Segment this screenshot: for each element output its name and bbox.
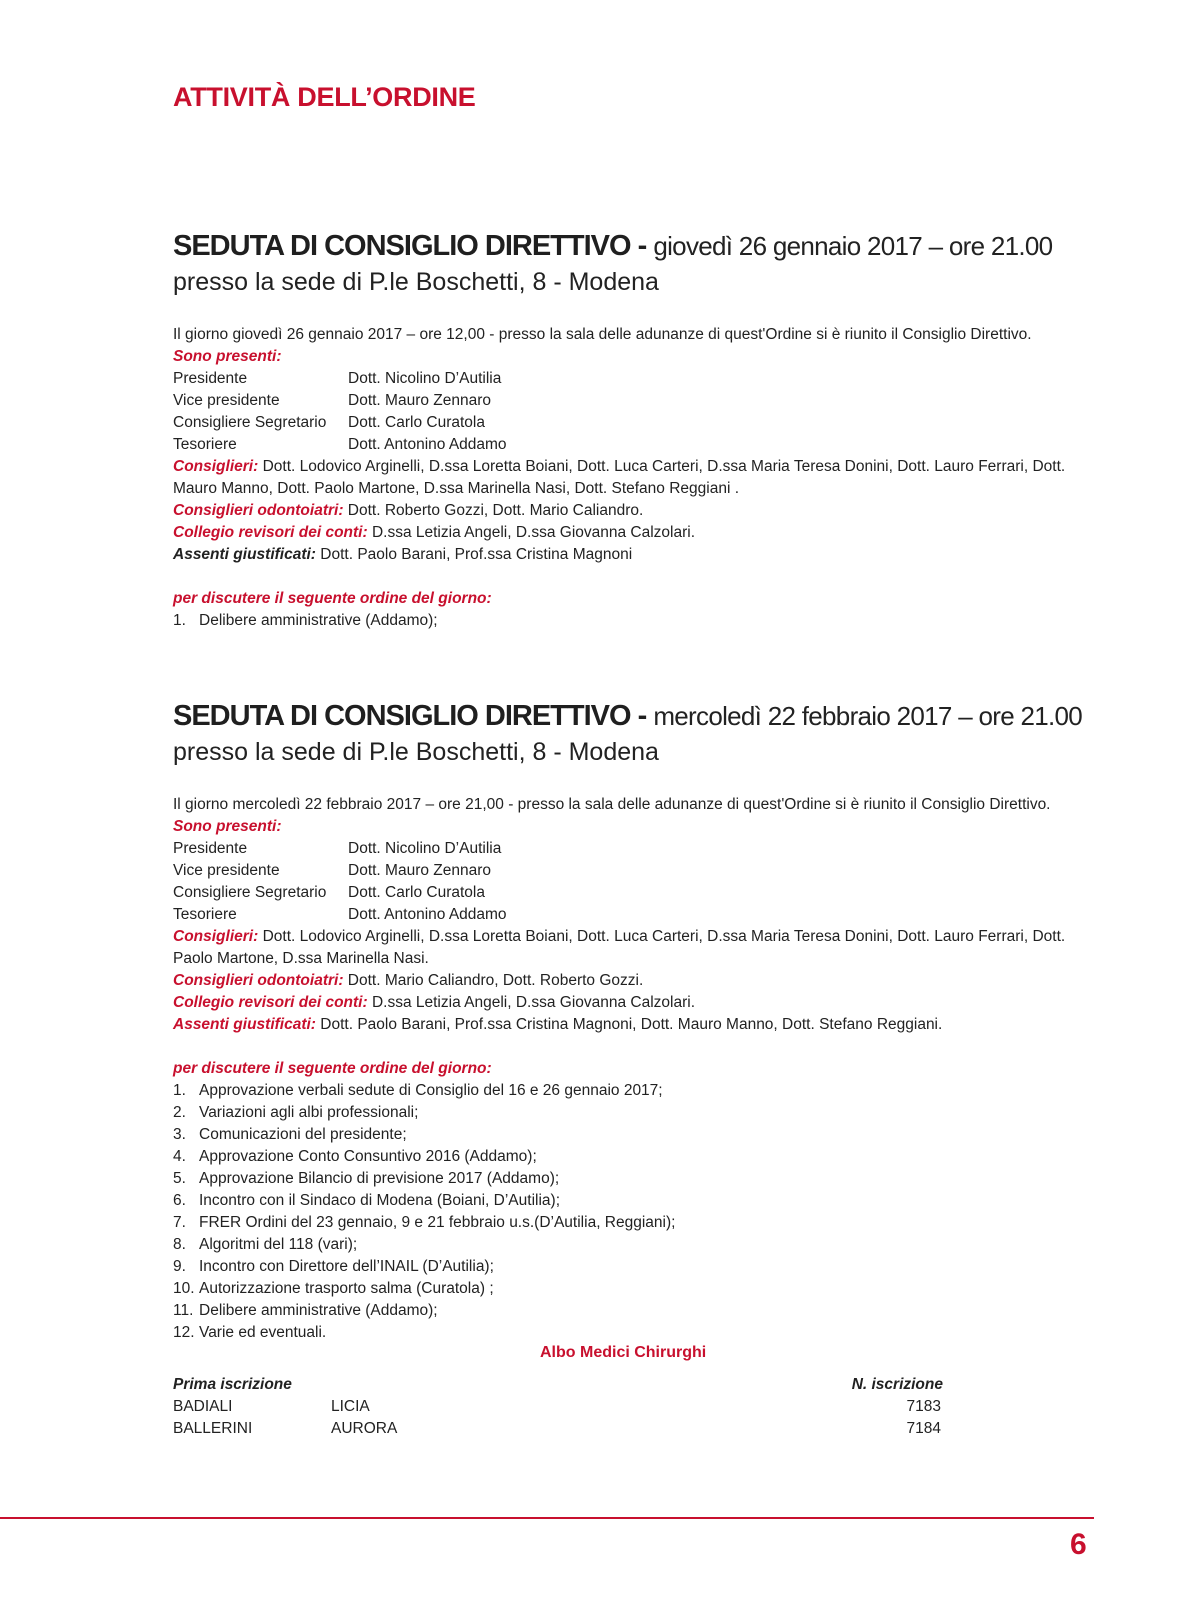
agenda-item	[173, 1146, 1103, 1168]
agenda-text: Comunicazioni del presidente;	[199, 1126, 407, 1143]
odontoiatri-label: Consiglieri odontoiatri:	[173, 972, 344, 989]
revisori-line	[173, 522, 1103, 544]
revisori-label: Collegio revisori dei conti:	[173, 994, 368, 1011]
odontoiatri-names: Dott. Roberto Gozzi, Dott. Mario Caliandro.	[343, 502, 644, 519]
agenda-num: 10.	[173, 1280, 195, 1297]
agenda-num: 12.	[173, 1324, 195, 1341]
agenda-text: Delibere amministrative (Addamo);	[199, 1302, 438, 1319]
agenda-text: Autorizzazione trasporto salma (Curatola) ;	[199, 1280, 494, 1297]
agenda-text: Approvazione Conto Consuntivo 2016 (Addamo);	[199, 1148, 537, 1165]
meeting-location: presso la sede di P.le Boschetti, 8 - Modena	[173, 268, 659, 296]
odontoiatri-names: Dott. Mario Caliandro, Dott. Roberto Gozzi.	[343, 972, 644, 989]
role-row	[173, 838, 1103, 860]
consiglieri-line	[173, 926, 1103, 970]
footer-divider	[0, 1517, 1094, 1519]
revisori-line	[173, 992, 1103, 1014]
agenda-num: 4.	[173, 1148, 186, 1165]
role-row	[173, 882, 1103, 904]
agenda-num: 1.	[173, 612, 186, 629]
table-row	[173, 1418, 943, 1440]
agenda-item	[173, 1300, 1103, 1322]
header-first-registration: Prima iscrizione	[173, 1376, 292, 1393]
agenda-num: 2.	[173, 1104, 186, 1121]
consiglieri-names: Dott. Lodovico Arginelli, D.ssa Loretta Boiani, Dott. Luca Carteri, D.ssa Maria Teresa Donini, Dott. Lauro Ferrari, Dott. Mauro Manno, Dott. Paolo Martone, D.ssa Marinella Nasi, Dott. Stefano Reggiani .	[173, 458, 1066, 497]
agenda-item	[173, 1168, 1103, 1190]
surname-cell: BALLERINI	[173, 1420, 253, 1437]
role-name: Dott. Carlo Curatola	[348, 884, 485, 901]
name-cell: AURORA	[331, 1420, 398, 1437]
odontoiatri-line	[173, 500, 1103, 522]
role-name: Dott. Mauro Zennaro	[348, 862, 492, 879]
agenda-item	[173, 1234, 1103, 1256]
agenda-text: Variazioni agli albi professionali;	[199, 1104, 419, 1121]
agenda-text: Approvazione verbali sedute di Consiglio del 16 e 26 gennaio 2017;	[199, 1082, 663, 1099]
consiglieri-line	[173, 456, 1103, 500]
assenti-line	[173, 544, 1103, 566]
consiglieri-label: Consiglieri:	[173, 928, 259, 945]
role-name: Dott. Antonino Addamo	[348, 906, 507, 923]
role-label: Presidente	[173, 370, 248, 387]
agenda-item	[173, 1256, 1103, 1278]
role-row	[173, 368, 1103, 390]
agenda-text: Algoritmi del 118 (vari);	[199, 1236, 358, 1253]
present-label: Sono presenti:	[173, 818, 282, 835]
meeting-location: presso la sede di P.le Boschetti, 8 - Modena	[173, 738, 659, 766]
agenda-text: Delibere amministrative (Addamo);	[199, 612, 438, 629]
name-cell: LICIA	[331, 1398, 370, 1415]
assenti-names: Dott. Paolo Barani, Prof.ssa Cristina Magnoni	[315, 546, 633, 563]
agenda-item	[173, 610, 1103, 632]
agenda-text: Incontro con Direttore dell’INAIL (D’Autilia);	[199, 1258, 494, 1275]
role-name: Dott. Carlo Curatola	[348, 414, 485, 431]
agenda-label: per discutere il seguente ordine del giorno:	[173, 1060, 492, 1077]
revisori-label: Collegio revisori dei conti:	[173, 524, 368, 541]
meeting-2	[173, 698, 1103, 1344]
assenti-label: Assenti giustificati:	[173, 1016, 316, 1033]
number-cell: 7184	[906, 1420, 941, 1437]
section-title: ATTIVITÀ DELL’ORDINE	[173, 82, 476, 112]
role-name: Dott. Mauro Zennaro	[348, 392, 492, 409]
present-label: Sono presenti:	[173, 348, 282, 365]
role-row	[173, 904, 1103, 926]
meeting-date: giovedì 26 gennaio 2017 – ore 21.00	[653, 231, 1053, 261]
agenda-item	[173, 1322, 1103, 1344]
role-label: Tesoriere	[173, 436, 237, 453]
agenda-item	[173, 1190, 1103, 1212]
agenda-text: FRER Ordini del 23 gennaio, 9 e 21 febbraio u.s.(D’Autilia, Reggiani);	[199, 1214, 676, 1231]
meeting-title: SEDUTA DI CONSIGLIO DIRETTIVO -	[173, 700, 654, 732]
header-registration-number: N. iscrizione	[851, 1376, 943, 1393]
role-row	[173, 412, 1103, 434]
assenti-label: Assenti giustificati:	[173, 546, 316, 563]
number-cell: 7183	[906, 1398, 941, 1415]
role-row	[173, 390, 1103, 412]
meeting-1	[173, 228, 1103, 632]
agenda-item	[173, 1124, 1103, 1146]
role-label: Vice presidente	[173, 862, 280, 879]
meeting-intro: Il giorno giovedì 26 gennaio 2017 – ore 12,00 - presso la sala delle adunanze di quest'Ordine si è riunito il Consiglio Direttivo.	[173, 326, 1032, 343]
consiglieri-label: Consiglieri:	[173, 458, 259, 475]
meeting-title: SEDUTA DI CONSIGLIO DIRETTIVO -	[173, 230, 654, 262]
role-row	[173, 860, 1103, 882]
role-label: Consigliere Segretario	[173, 414, 327, 431]
meeting-heading	[173, 228, 1103, 264]
role-label: Vice presidente	[173, 392, 280, 409]
table-row	[173, 1396, 943, 1418]
role-name: Dott. Nicolino D’Autilia	[348, 840, 502, 857]
meeting-body	[173, 794, 1103, 1344]
surname-cell: BADIALI	[173, 1398, 233, 1415]
agenda-item	[173, 1080, 1103, 1102]
role-row	[173, 434, 1103, 456]
role-name: Dott. Nicolino D’Autilia	[348, 370, 502, 387]
registration-header	[173, 1374, 943, 1396]
agenda-label: per discutere il seguente ordine del giorno:	[173, 590, 492, 607]
odontoiatri-line	[173, 970, 1103, 992]
meeting-heading	[173, 698, 1103, 734]
agenda-num: 11.	[173, 1302, 194, 1319]
agenda-num: 9.	[173, 1258, 186, 1275]
assenti-line	[173, 1014, 1103, 1036]
role-name: Dott. Antonino Addamo	[348, 436, 507, 453]
assenti-names: Dott. Paolo Barani, Prof.ssa Cristina Magnoni, Dott. Mauro Manno, Dott. Stefano Reggiani.	[315, 1016, 943, 1033]
agenda-num: 6.	[173, 1192, 186, 1209]
revisori-names: D.ssa Letizia Angeli, D.ssa Giovanna Calzolari.	[367, 524, 696, 541]
albo-title: Albo Medici Chirurghi	[540, 1344, 707, 1361]
role-label: Consigliere Segretario	[173, 884, 327, 901]
agenda-text: Incontro con il Sindaco di Modena (Boiani, D’Autilia);	[199, 1192, 560, 1209]
agenda-item	[173, 1278, 1103, 1300]
agenda-num: 1.	[173, 1082, 186, 1099]
role-label: Tesoriere	[173, 906, 237, 923]
agenda-item	[173, 1212, 1103, 1234]
agenda-num: 7.	[173, 1214, 186, 1231]
agenda-num: 8.	[173, 1236, 186, 1253]
agenda-num: 3.	[173, 1126, 186, 1143]
agenda-list	[173, 1080, 1103, 1344]
agenda-item	[173, 1102, 1103, 1124]
page-number: 6	[1070, 1528, 1087, 1561]
agenda-text: Approvazione Bilancio di previsione 2017 (Addamo);	[199, 1170, 560, 1187]
meeting-body	[173, 324, 1103, 632]
agenda-list	[173, 610, 1103, 632]
revisori-names: D.ssa Letizia Angeli, D.ssa Giovanna Calzolari.	[367, 994, 696, 1011]
registration-table	[173, 1374, 943, 1440]
role-label: Presidente	[173, 840, 248, 857]
agenda-num: 5.	[173, 1170, 186, 1187]
meeting-date: mercoledì 22 febbraio 2017 – ore 21.00	[653, 701, 1083, 731]
consiglieri-names: Dott. Lodovico Arginelli, D.ssa Loretta Boiani, Dott. Luca Carteri, D.ssa Maria Teresa Donini, Dott. Lauro Ferrari, Dott. Paolo Martone, D.ssa Marinella Nasi.	[173, 928, 1066, 967]
meeting-intro: Il giorno mercoledì 22 febbraio 2017 – ore 21,00 - presso la sala delle adunanze di quest'Ordine si è riunito il Consiglio Direttivo.	[173, 796, 1051, 813]
odontoiatri-label: Consiglieri odontoiatri:	[173, 502, 344, 519]
agenda-text: Varie ed eventuali.	[199, 1324, 327, 1341]
